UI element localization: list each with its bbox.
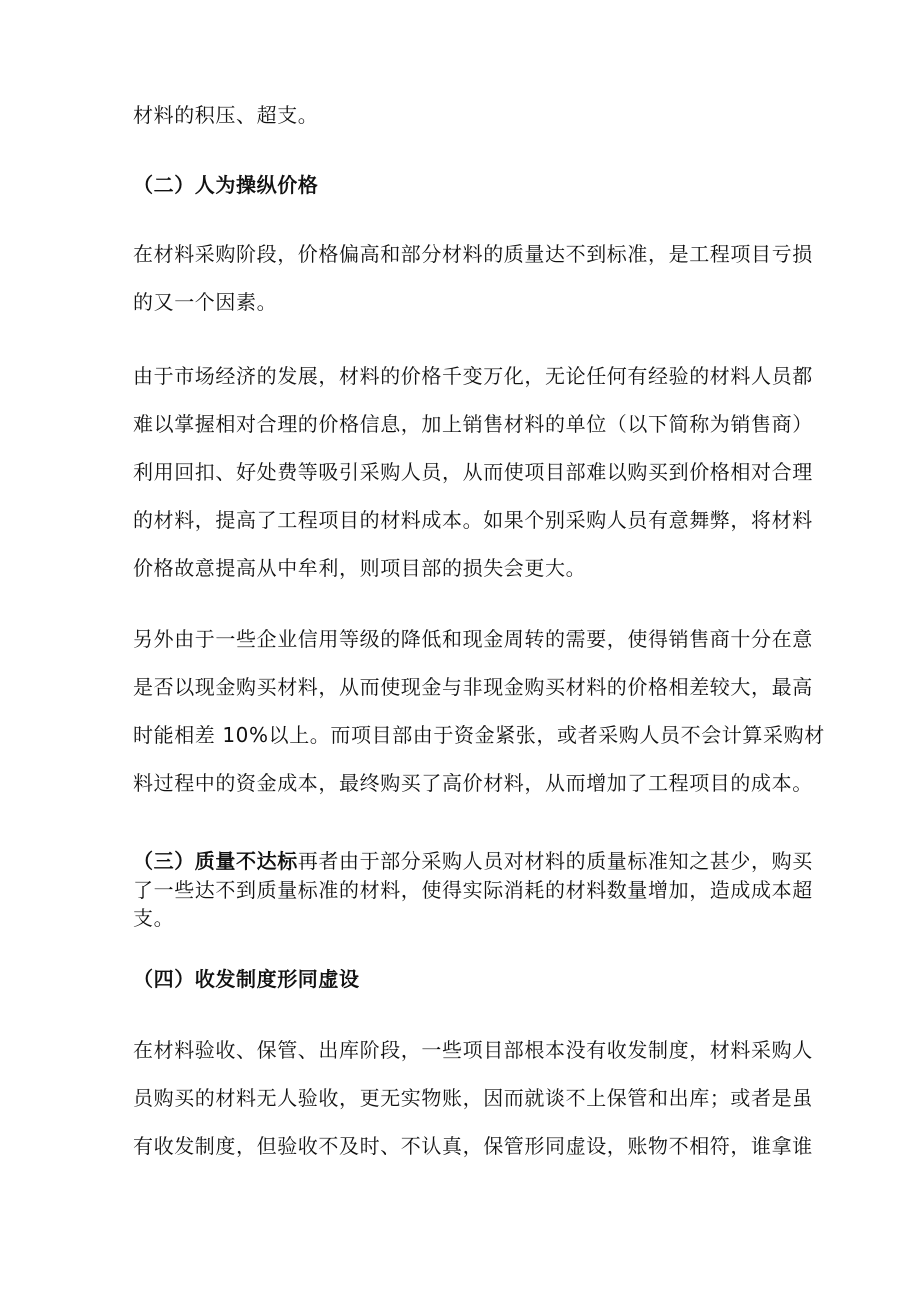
paragraph-line: 难以掌握相对合理的价格信息，加上销售材料的单位（以下简称为销售商） bbox=[133, 412, 813, 436]
paragraph-line: 是否以现金购买材料，从而使现金与非现金购买材料的价格相差较大，最高 bbox=[133, 675, 813, 699]
paragraph-line: 时能相差 10%以上。而项目部由于资金紧张，或者采购人员不会计算采购材 bbox=[133, 723, 825, 747]
paragraph-line: 在材料采购阶段，价格偏高和部分材料的质量达不到标准，是工程项目亏损 bbox=[133, 242, 813, 266]
paragraph-line: 的材料，提高了工程项目的材料成本。如果个别采购人员有意舞弊，将材料 bbox=[133, 508, 813, 532]
paragraph-line bbox=[133, 848, 813, 874]
paragraph-line: 支。 bbox=[133, 906, 175, 930]
paragraph-line: 材料的积压、超支。 bbox=[133, 103, 319, 127]
paragraph-line: 价格故意提高从中牟利，则项目部的损失会更大。 bbox=[133, 556, 587, 580]
section-heading: （二）人为操纵价格 bbox=[133, 173, 319, 197]
section-heading: （四）收发制度形同虚设 bbox=[133, 967, 360, 991]
paragraph-line: 由于市场经济的发展，材料的价格千变万化，无论任何有经验的材料人员都 bbox=[133, 364, 813, 388]
paragraph-line: 在材料验收、保管、出库阶段，一些项目部根本没有收发制度，材料采购人 bbox=[133, 1038, 813, 1062]
paragraph-line: 料过程中的资金成本，最终购买了高价材料，从而增加了工程项目的成本。 bbox=[133, 771, 813, 795]
paragraph-line: 的又一个因素。 bbox=[133, 290, 278, 314]
paragraph-line: 有收发制度，但验收不及时、不认真，保管形同虚设，账物不相符，谁拿谁 bbox=[133, 1134, 813, 1158]
paragraph-line: 利用回扣、好处费等吸引采购人员，从而使项目部难以购买到价格相对合理 bbox=[133, 460, 813, 484]
paragraph-line: 了一些达不到质量标准的材料，使得实际消耗的材料数量增加，造成成本超 bbox=[133, 878, 813, 902]
paragraph-text: 再者由于部分采购人员对材料的质量标准知之甚少，购买 bbox=[297, 849, 813, 873]
paragraph-line: 另外由于一些企业信用等级的降低和现金周转的需要，使得销售商十分在意 bbox=[133, 627, 813, 651]
section-heading-inline: （三）质量不达标 bbox=[133, 849, 298, 873]
paragraph-line: 员购买的材料无人验收，更无实物账，因而就谈不上保管和出库；或者是虽 bbox=[133, 1086, 813, 1110]
